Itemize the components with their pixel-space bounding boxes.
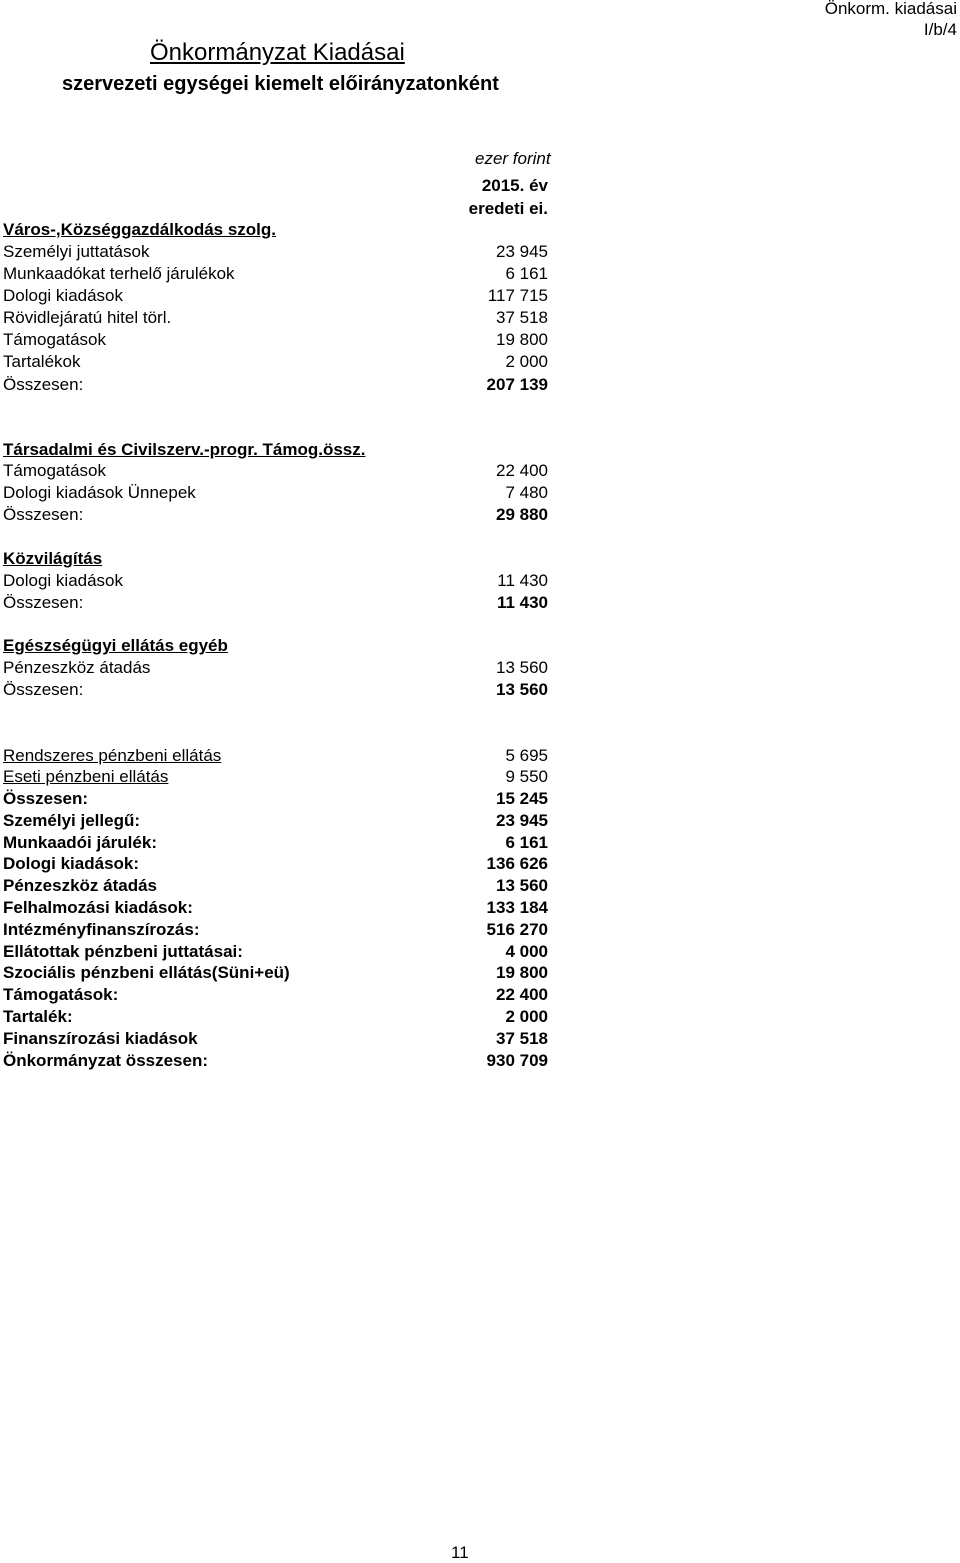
table-row (3, 307, 548, 329)
row-value: 2 000 (505, 352, 548, 371)
summary-row (3, 875, 548, 897)
summary-row (3, 853, 548, 875)
summary-row (3, 1006, 548, 1028)
total-value: 11 430 (496, 593, 548, 612)
row-value: 5 695 (505, 746, 548, 765)
row-label: Önkormányzat összesen: (3, 1051, 209, 1070)
section-total-row (3, 504, 548, 526)
page-subtitle: szervezeti egységei kiemelt előirányzatonként (62, 73, 499, 95)
row-label: Eseti pénzbeni ellátás (3, 767, 169, 786)
row-value: 37 518 (496, 1029, 548, 1048)
row-label: Pénzeszköz átadás (3, 876, 158, 895)
summary-row (3, 919, 548, 941)
document-code: Önkorm. kiadásai (824, 0, 957, 18)
row-label: Rendszeres pénzbeni ellátás (3, 746, 222, 765)
row-label: Dologi kiadások Ünnepek (3, 483, 196, 502)
table-row (3, 657, 548, 679)
total-label: Összesen: (3, 375, 84, 394)
section-heading-egeszsegugyi (3, 635, 548, 657)
row-value: 22 400 (496, 461, 548, 480)
section-total-row (3, 374, 548, 396)
row-value: 4 000 (505, 942, 548, 961)
table-row (3, 460, 548, 482)
row-value: 2 000 (505, 1007, 548, 1026)
summary-row (3, 832, 548, 854)
row-label: Dologi kiadások: (3, 854, 140, 873)
table-row (3, 766, 548, 788)
table-row (3, 329, 548, 351)
row-label: Pénzeszköz átadás (3, 658, 151, 677)
unit-label: ezer forint (475, 149, 551, 168)
section-heading-label: Egészségügyi ellátás egyéb (3, 636, 228, 655)
row-value: 37 518 (496, 308, 548, 327)
table-row (3, 745, 548, 767)
row-value: 19 800 (496, 330, 548, 349)
section-heading-tarsadalmi (3, 439, 548, 461)
row-value: 6 161 (505, 833, 548, 852)
row-value: 6 161 (505, 264, 548, 283)
row-value: 117 715 (487, 286, 548, 305)
row-value: 930 709 (486, 1051, 548, 1070)
section-heading-varos (3, 219, 548, 241)
section-heading-kozvilagitas (3, 548, 548, 570)
row-label: Ellátottak pénzbeni juttatásai: (3, 942, 243, 961)
row-label: Dologi kiadások (3, 286, 124, 305)
row-label: Szociális pénzbeni ellátás(Süni+eü) (3, 963, 290, 982)
total-label: Összesen: (3, 593, 84, 612)
row-value: 15 245 (496, 789, 548, 808)
table-row (3, 570, 548, 592)
total-label: Összesen: (3, 505, 84, 524)
table-row (3, 263, 548, 285)
row-value: 22 400 (496, 985, 548, 1004)
document-annex-number: I/b/4 (923, 20, 957, 39)
row-label: Munkaadókat terhelő járulékok (3, 264, 235, 283)
total-value: 29 880 (496, 505, 548, 524)
row-value: 23 945 (496, 811, 548, 830)
summary-row (3, 788, 548, 810)
row-value: 516 270 (486, 920, 548, 939)
row-label: Intézményfinanszírozás: (3, 920, 200, 939)
summary-row (3, 984, 548, 1006)
row-label: Felhalmozási kiadások: (3, 898, 193, 917)
total-value: 13 560 (496, 680, 548, 699)
summary-row (3, 962, 548, 984)
row-value: 133 184 (486, 898, 548, 917)
summary-row (3, 1028, 548, 1050)
section-heading-label: Közvilágítás (3, 549, 103, 568)
summary-row (3, 941, 548, 963)
row-label: Személyi jellegű: (3, 811, 140, 830)
row-value: 19 800 (496, 963, 548, 982)
row-label: Támogatások (3, 330, 106, 349)
row-value: 23 945 (496, 242, 548, 261)
row-label: Személyi juttatások (3, 242, 150, 261)
section-total-row (3, 679, 548, 701)
table-row (3, 351, 548, 373)
grand-total-row (3, 1050, 548, 1072)
page-title: Önkormányzat Kiadásai (150, 39, 405, 66)
page-number: 11 (451, 1543, 469, 1562)
row-label: Támogatások (3, 461, 106, 480)
table-row (3, 241, 548, 263)
section-heading-label: Város-,Községgazdálkodás szolg. (3, 220, 277, 239)
row-label: Finanszírozási kiadások (3, 1029, 198, 1048)
table-row (3, 482, 548, 504)
total-value: 207 139 (486, 375, 548, 394)
row-label: Tartalékok (3, 352, 81, 371)
row-value: 9 550 (505, 767, 548, 786)
column-header-year: 2015. év (481, 176, 548, 195)
row-value: 7 480 (505, 483, 548, 502)
section-total-row (3, 592, 548, 614)
row-value: 11 430 (497, 571, 548, 590)
row-value: 13 560 (496, 876, 548, 895)
row-label: Dologi kiadások (3, 571, 124, 590)
column-header-type: eredeti ei. (468, 199, 548, 218)
row-label: Tartalék: (3, 1007, 73, 1026)
row-value: 136 626 (486, 854, 548, 873)
table-row (3, 285, 548, 307)
row-label: Összesen: (3, 789, 89, 808)
total-label: Összesen: (3, 680, 84, 699)
row-label: Támogatások: (3, 985, 119, 1004)
row-label: Munkaadói járulék: (3, 833, 157, 852)
row-value: 13 560 (496, 658, 548, 677)
summary-row (3, 810, 548, 832)
summary-row (3, 897, 548, 919)
section-heading-label: Társadalmi és Civilszerv.-progr. Támog.össz. (3, 440, 366, 459)
row-label: Rövidlejáratú hitel törl. (3, 308, 172, 327)
